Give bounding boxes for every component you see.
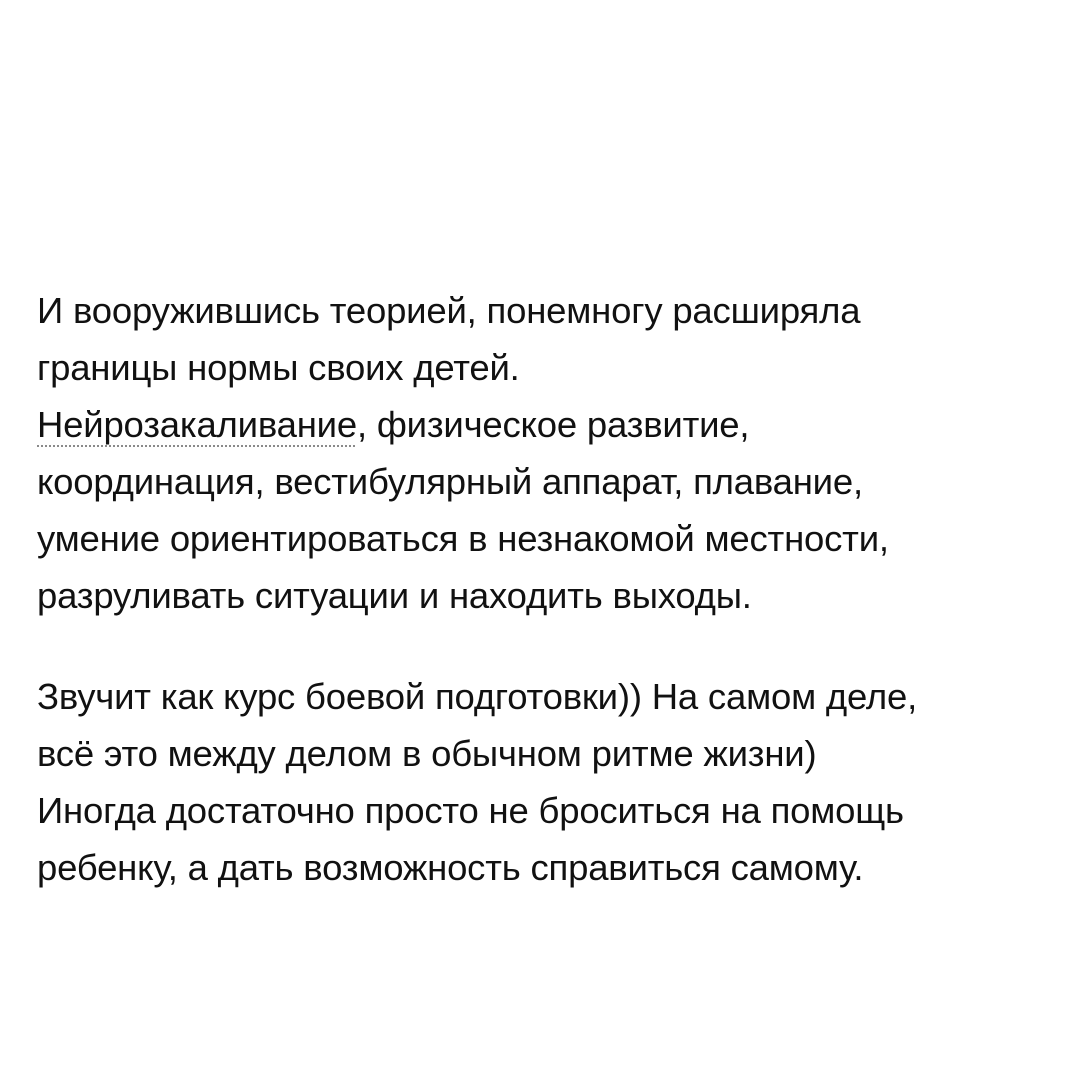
paragraph-1 — [37, 282, 1057, 624]
spellcheck-flagged-word[interactable]: Нейрозакаливание — [37, 404, 357, 445]
text-line — [37, 396, 1057, 453]
paragraph-2 — [37, 668, 1057, 896]
text-line: всё это между делом в обычном ритме жизни) — [37, 733, 817, 774]
text-line-rest: , физическое развитие, — [356, 404, 750, 445]
text-line: разруливать ситуации и находить выходы. — [37, 575, 752, 616]
text-line: умение ориентироваться в незнакомой местности, — [37, 518, 889, 559]
text-line: Иногда достаточно просто не броситься на помощь — [37, 790, 904, 831]
text-line: координация, вестибулярный аппарат, плавание, — [37, 461, 863, 502]
text-line: ребенку, а дать возможность справиться самому. — [37, 847, 864, 888]
text-line: границы нормы своих детей. — [37, 347, 520, 388]
text-line: Звучит как курс боевой подготовки)) На самом деле, — [37, 676, 918, 717]
text-line: И вооружившись теорией, понемногу расширяла — [37, 290, 861, 331]
